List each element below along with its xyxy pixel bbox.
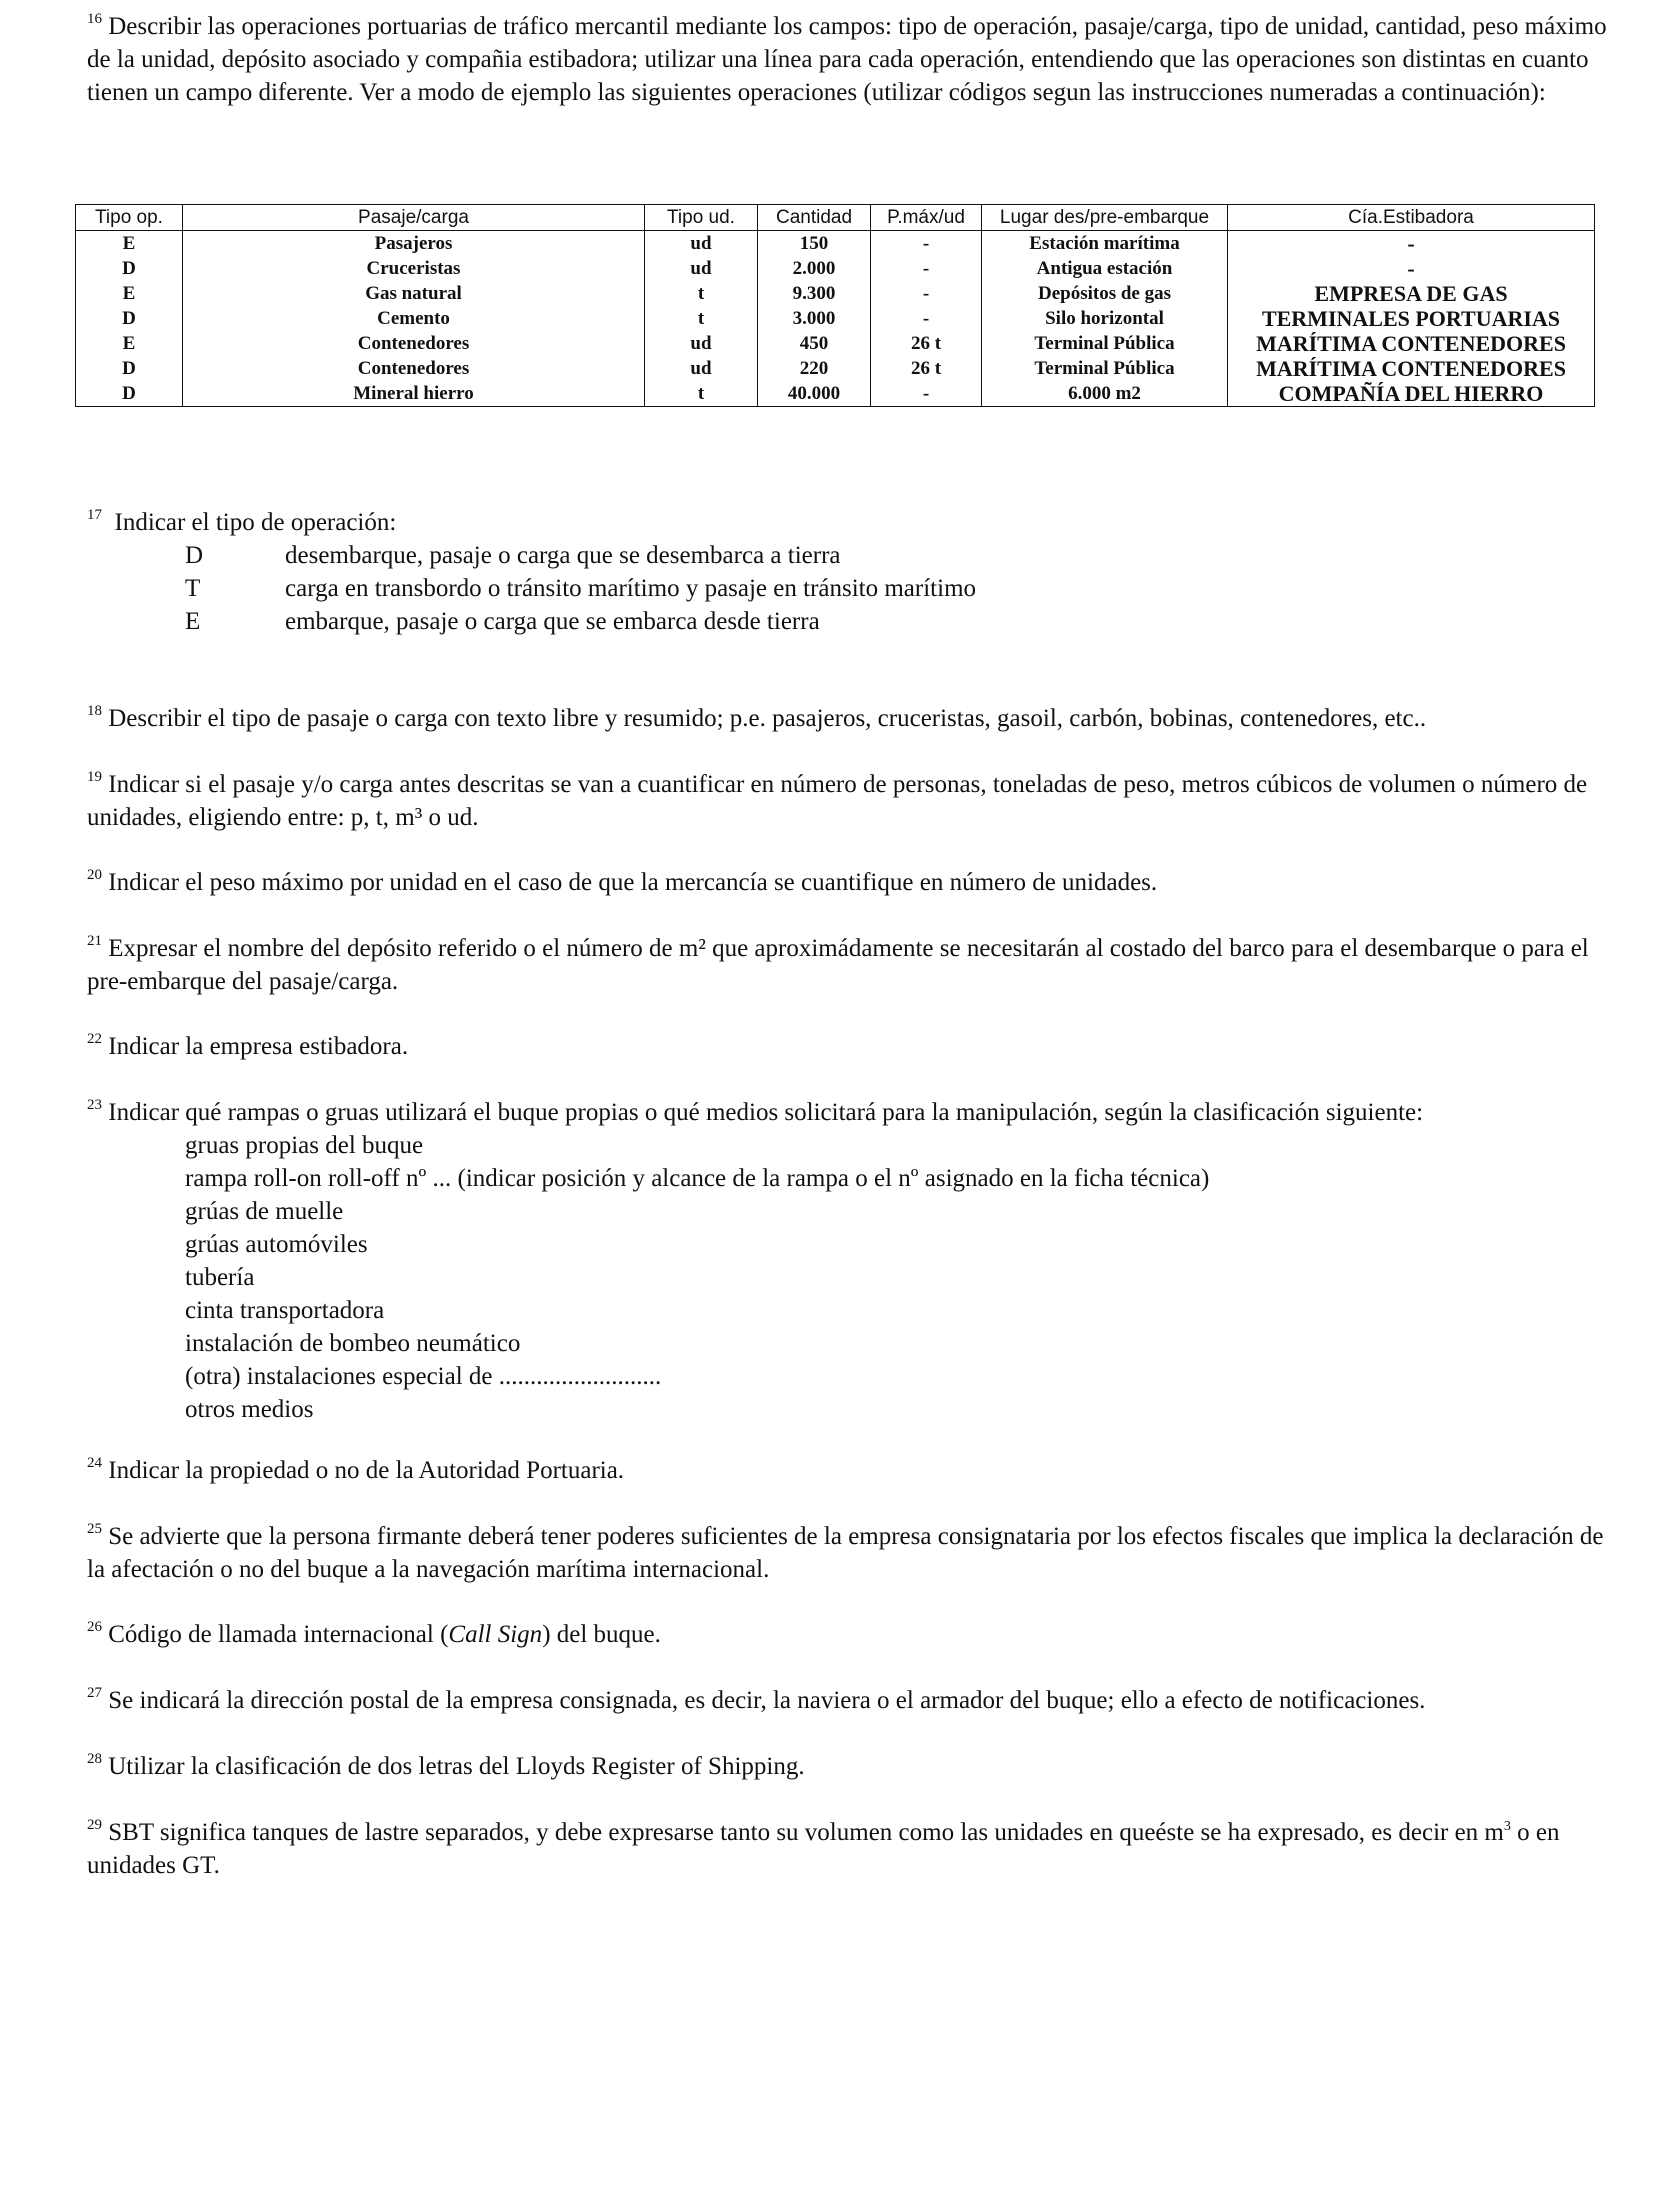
list-item: grúas de muelle [185,1198,344,1225]
footnote-text-before: Código de llamada internacional ( [108,1621,449,1648]
footnote-text: Utilizar la clasificación de dos letras del Lloyds Register of Shipping. [108,1753,805,1780]
header-tipo-op: Tipo op. [76,205,183,231]
footnote-number: 20 [87,867,102,883]
footnote-text: Indicar la propiedad o no de la Autoridad Portuaria. [108,1457,625,1484]
code-letter: D [185,542,204,569]
operations-table [75,204,1595,407]
list-item: instalación de bombeo neumático [185,1330,521,1357]
cell-tipo-op: D [76,306,183,331]
list-item [185,605,976,638]
footnote-number: 21 [87,933,102,949]
list-item: otros medios [185,1396,314,1423]
table-row [76,331,1595,356]
footnote-29 [87,1816,1607,1882]
list-item: grúas automóviles [185,1231,368,1258]
footnote-24 [87,1454,1607,1487]
footnote-text: Indicar qué rampas o gruas utilizará el buque propias o qué medios solicitará para la manipulación, según la clasificación siguiente: [108,1099,1424,1126]
footnote-text: Indicar el peso máximo por unidad en el caso de que la mercancía se cuantifique en número de unidades. [108,869,1158,896]
cell-cia-estibadora: - [1228,231,1595,257]
cell-lugar: Estación marítima [982,231,1228,257]
cell-pmax-ud: - [871,381,982,407]
cell-tipo-ud: t [645,281,758,306]
footnote-18 [87,702,1607,735]
footnote-number: 28 [87,1751,102,1767]
footnote-text: Indicar el tipo de operación: [114,509,397,536]
cell-cia-estibadora: MARÍTIMA CONTENEDORES [1228,356,1595,381]
cell-lugar: Silo horizontal [982,306,1228,331]
cell-pmax-ud: - [871,231,982,257]
footnote-17 [87,506,1607,539]
footnote-number: 26 [87,1619,102,1635]
call-sign-term: Call Sign [448,1621,543,1648]
footnote-text-after: o en unidades GT. [87,1819,1560,1879]
cell-cantidad: 9.300 [758,281,871,306]
cell-pmax-ud: - [871,256,982,281]
table-row [76,381,1595,407]
footnote-number: 29 [87,1817,102,1833]
footnote-text: Indicar si el pasaje y/o carga antes descritas se van a cuantificar en número de personas, toneladas de peso, metros cúbicos de volumen o número de unidades, eligiendo entre: p, t, m³ o ud. [87,771,1588,831]
cell-cia-estibadora: MARÍTIMA CONTENEDORES [1228,331,1595,356]
footnote-number: 16 [87,11,102,27]
header-pmax-ud: P.máx/ud [871,205,982,231]
cell-tipo-ud: ud [645,331,758,356]
cell-pmax-ud: - [871,281,982,306]
table-row [76,306,1595,331]
cell-tipo-ud: ud [645,356,758,381]
footnote-text-after: ) del buque. [542,1621,661,1648]
cell-pmax-ud: 26 t [871,356,982,381]
cell-tipo-ud: ud [645,231,758,257]
cell-lugar: 6.000 m2 [982,381,1228,407]
footnote-number: 25 [87,1521,102,1537]
list-item [185,539,976,572]
cell-pasaje-carga: Gas natural [183,281,645,306]
footnote-27 [87,1684,1607,1717]
footnote-text: Se advierte que la persona firmante deberá tener poderes suficientes de la empresa consignataria por los efectos fiscales que implica la declaración de la afectación o no del buque a la navegación marítima internacional. [87,1523,1604,1583]
code-description: carga en transbordo o tránsito marítimo y pasaje en tránsito marítimo [285,575,977,602]
footnote-text: Describir el tipo de pasaje o carga con texto libre y resumido; p.e. pasajeros, cruceristas, gasoil, carbón, bobinas, contenedores, etc.. [108,705,1427,732]
footnote-number: 24 [87,1455,102,1471]
header-cia-estibadora: Cía.Estibadora [1228,205,1595,231]
cell-pasaje-carga: Contenedores [183,356,645,381]
footnote-text: Expresar el nombre del depósito referido o el número de m² que aproximádamente se necesitarán al costado del barco para el desembarque o para el pre-embarque del pasaje/carga. [87,935,1589,995]
cell-lugar: Antigua estación [982,256,1228,281]
list-item: rampa roll-on roll-off nº ... (indicar posición y alcance de la rampa o el nº asignado en la ficha técnica) [185,1165,1210,1192]
footnote-22 [87,1030,1607,1063]
footnote-text-before: SBT significa tanques de lastre separados, y debe expresarse tanto su volumen como las unidades en queéste se ha expresado, es decir en m [108,1819,1504,1846]
cell-tipo-op: D [76,256,183,281]
footnote-26 [87,1618,1607,1651]
table-row [76,256,1595,281]
cell-pasaje-carga: Cruceristas [183,256,645,281]
cell-tipo-op: E [76,331,183,356]
cell-tipo-ud: ud [645,256,758,281]
cell-pasaje-carga: Pasajeros [183,231,645,257]
code-description: desembarque, pasaje o carga que se desembarca a tierra [285,542,841,569]
footnote-text: Indicar la empresa estibadora. [108,1033,409,1060]
footnote-number: 19 [87,769,102,785]
operation-codes-list [185,539,976,638]
footnote-16 [87,10,1607,109]
table-header-row [76,205,1595,231]
cell-cantidad: 40.000 [758,381,871,407]
cell-tipo-op: E [76,231,183,257]
header-lugar: Lugar des/pre-embarque [982,205,1228,231]
list-item: (otra) instalaciones especial de .......................... [185,1363,662,1390]
header-cantidad: Cantidad [758,205,871,231]
cell-tipo-ud: t [645,306,758,331]
cell-cantidad: 150 [758,231,871,257]
table-row [76,356,1595,381]
cell-cia-estibadora: EMPRESA DE GAS [1228,281,1595,306]
cell-cia-estibadora: - [1228,256,1595,281]
cell-cia-estibadora: TERMINALES PORTUARIAS [1228,306,1595,331]
cell-lugar: Terminal Pública [982,356,1228,381]
cell-pasaje-carga: Cemento [183,306,645,331]
footnote-text: Se indicará la dirección postal de la empresa consignada, es decir, la naviera o el armador del buque; ello a efecto de notificaciones. [108,1687,1426,1714]
cell-tipo-op: D [76,356,183,381]
footnote-21 [87,932,1607,998]
footnote-text: Describir las operaciones portuarias de tráfico mercantil mediante los campos: tipo de operación, pasaje/carga, tipo de unidad, cantidad, peso máximo de la unidad, depósito asociado y compañia estibadora; utilizar una línea para cada operación, entendiendo que las operaciones son distintas en cuanto tienen un campo diferente. Ver a modo de ejemplo las siguientes operaciones (utilizar códigos segun las instrucciones numeradas a continuación): [87,13,1607,106]
handling-means-list [185,1129,1209,1426]
cell-lugar: Depósitos de gas [982,281,1228,306]
footnote-number: 18 [87,703,102,719]
footnote-25 [87,1520,1607,1586]
footnote-number: 22 [87,1031,102,1047]
cell-tipo-op: D [76,381,183,407]
cell-cantidad: 2.000 [758,256,871,281]
cell-pmax-ud: 26 t [871,331,982,356]
cell-pasaje-carga: Mineral hierro [183,381,645,407]
superscript-three: 3 [1503,1819,1511,1834]
table-row [76,231,1595,257]
cell-cantidad: 220 [758,356,871,381]
cell-tipo-ud: t [645,381,758,407]
code-letter: E [185,608,201,635]
list-item: cinta transportadora [185,1297,385,1324]
cell-cantidad: 450 [758,331,871,356]
footnote-19 [87,768,1607,834]
table-row [76,281,1595,306]
cell-cantidad: 3.000 [758,306,871,331]
footnote-number: 17 [87,507,102,523]
list-item [185,572,976,605]
code-description: embarque, pasaje o carga que se embarca desde tierra [285,608,820,635]
footnote-23 [87,1096,1607,1129]
cell-pmax-ud: - [871,306,982,331]
list-item: gruas propias del buque [185,1132,424,1159]
header-pasaje-carga: Pasaje/carga [183,205,645,231]
cell-tipo-op: E [76,281,183,306]
footnote-number: 23 [87,1097,102,1113]
footnote-20 [87,866,1607,899]
cell-cia-estibadora: COMPAÑÍA DEL HIERRO [1228,381,1595,407]
list-item: tubería [185,1264,255,1291]
footnote-28 [87,1750,1607,1783]
header-tipo-ud: Tipo ud. [645,205,758,231]
cell-pasaje-carga: Contenedores [183,331,645,356]
code-letter: T [185,575,201,602]
cell-lugar: Terminal Pública [982,331,1228,356]
footnote-number: 27 [87,1685,102,1701]
